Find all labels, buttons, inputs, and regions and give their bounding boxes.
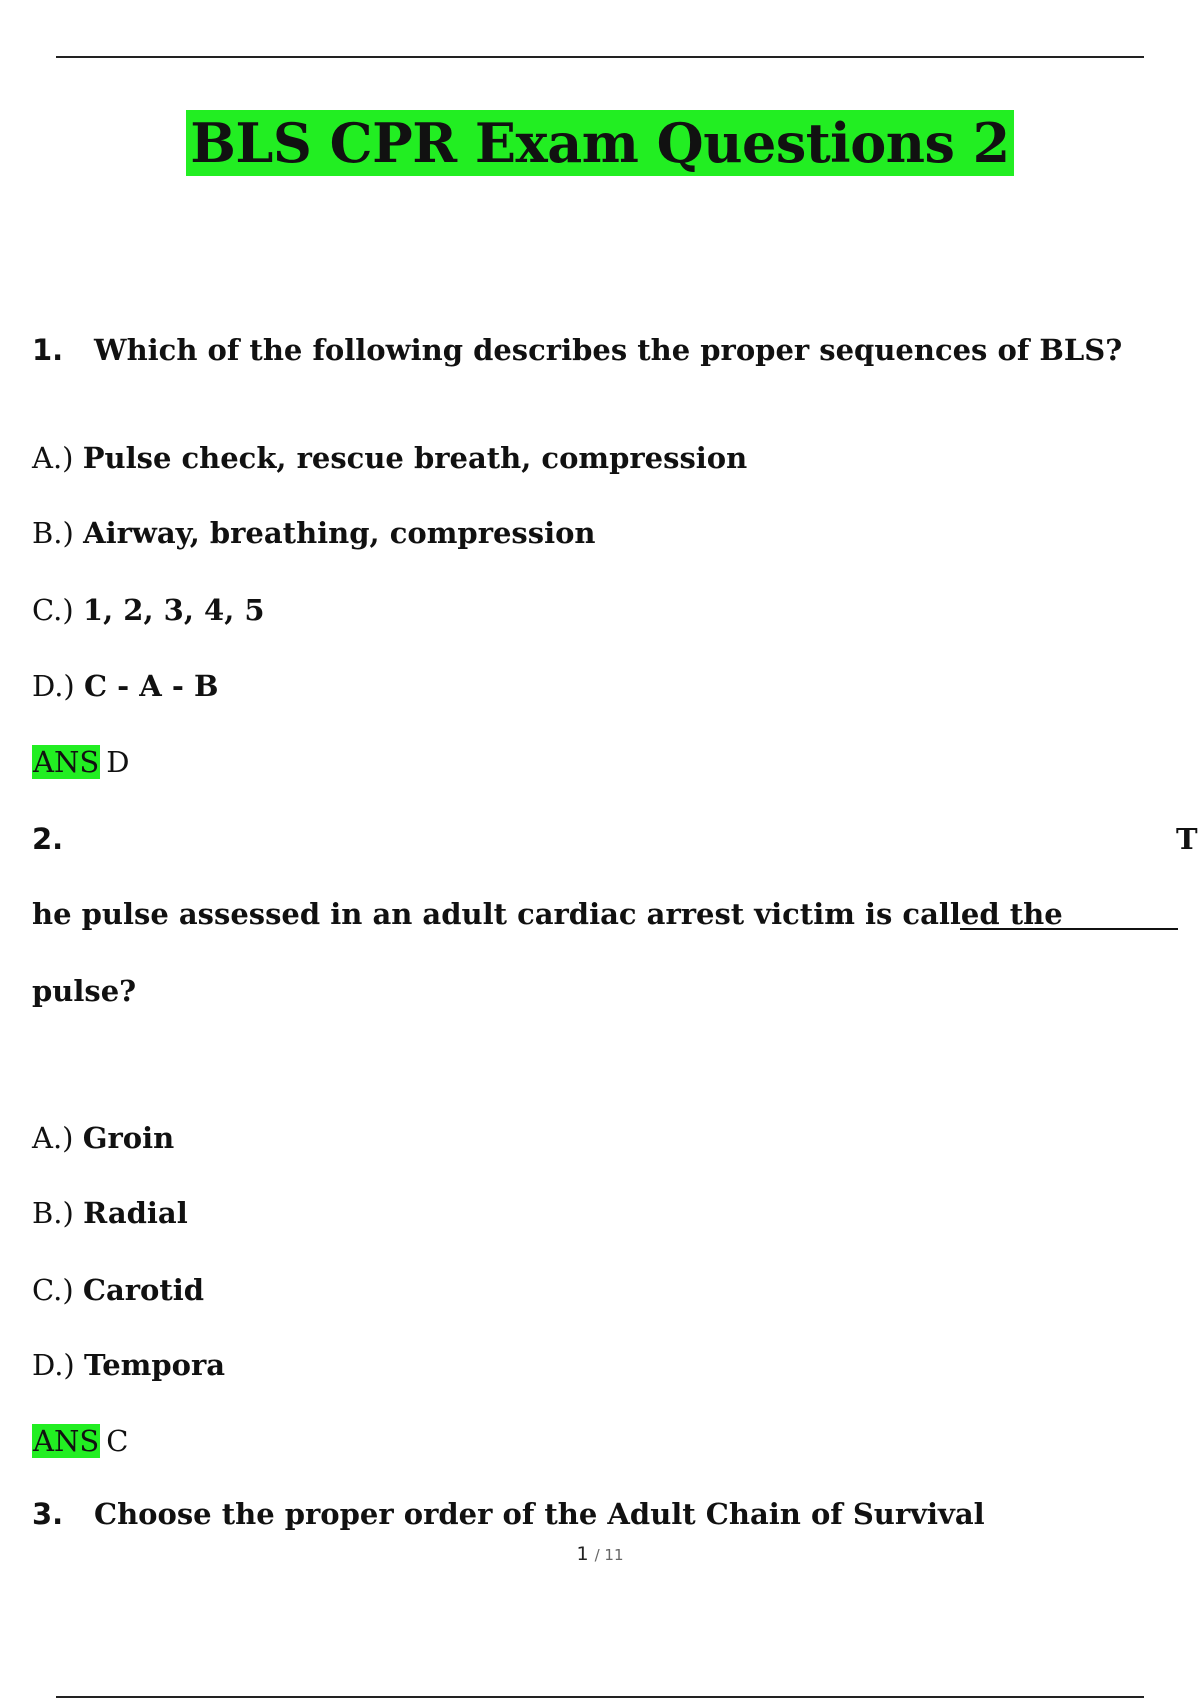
option-letter: D.) [32, 1348, 75, 1382]
title-container [0, 110, 1200, 176]
option-letter: A.) [32, 1121, 74, 1155]
answer-1 [32, 744, 129, 780]
option-text: Airway, breathing, compression [83, 516, 596, 550]
option-text: Carotid [82, 1273, 205, 1307]
option-2d [32, 1347, 225, 1383]
page-current: 1 [576, 1543, 589, 1565]
answer-value: C [106, 1424, 129, 1458]
option-text: Tempora [83, 1348, 226, 1382]
question-text: Choose the proper order of the Adult Chain of Survival [94, 1497, 985, 1531]
option-1a [32, 440, 747, 476]
option-1b [32, 515, 596, 551]
answer-label: ANS [33, 745, 100, 779]
page-total: / 11 [594, 1546, 624, 1564]
option-1d [32, 668, 219, 704]
question-2-text-line2 [32, 973, 136, 1009]
option-letter: B.) [32, 516, 74, 550]
answer-value: D [106, 745, 130, 779]
answer-label: ANS [33, 1424, 100, 1458]
question-2-text-line1 [32, 896, 1063, 932]
answer-2 [32, 1423, 128, 1459]
question-3 [32, 1496, 985, 1532]
option-text: 1, 2, 3, 4, 5 [82, 593, 265, 627]
question-text: Which of the following describes the proper sequences of BLS? [94, 333, 1123, 367]
option-text: Groin [82, 1121, 175, 1155]
option-text: C - A - B [83, 669, 219, 703]
option-letter: C.) [32, 593, 74, 627]
footer-rule [56, 1696, 1144, 1698]
option-2a [32, 1120, 174, 1156]
option-1c [32, 592, 265, 628]
question-number: 1. [32, 333, 64, 367]
question-1 [32, 332, 1122, 368]
header-rule [56, 56, 1144, 58]
option-2b [32, 1195, 188, 1231]
question-number: 2. [32, 822, 64, 856]
page-title: BLS CPR Exam Questions 2 [186, 110, 1014, 176]
fill-in-blank [960, 928, 1178, 930]
option-letter: C.) [32, 1273, 74, 1307]
option-text: Pulse check, rescue breath, compression [82, 441, 748, 475]
option-letter: A.) [32, 441, 74, 475]
option-letter: D.) [32, 669, 75, 703]
page-number [0, 1543, 1200, 1565]
question-text: pulse? [32, 974, 137, 1008]
option-2c [32, 1272, 204, 1308]
question-2-first-letter: T [1176, 822, 1198, 856]
option-text: Radial [83, 1196, 188, 1230]
question-text: he pulse assessed in an adult cardiac arrest victim is called the [32, 897, 1063, 931]
option-letter: B.) [32, 1196, 74, 1230]
question-number: 3. [32, 1497, 64, 1531]
question-2-number [32, 821, 94, 857]
